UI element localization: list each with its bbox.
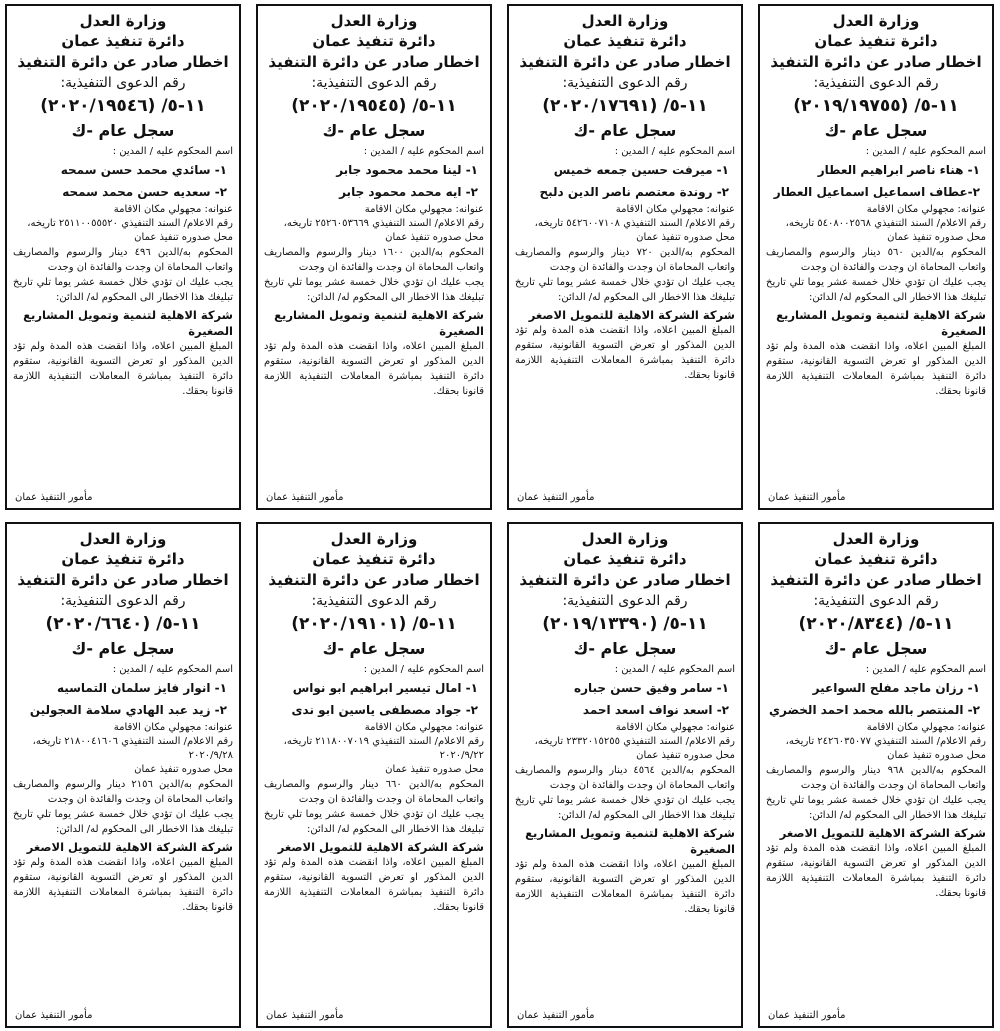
notices-grid (6, 4, 994, 1028)
document-line: رقم الاعلام/ السند التنفيذي ٢٤٢٦٠٣٥٠٧٧ تاريخه، (785, 736, 986, 747)
ministry-name: وزارة العدل (330, 530, 418, 548)
department-name: دائرة تنفيذ عمان (312, 32, 436, 50)
case-label: رقم الدعوى التنفيذية: (813, 75, 939, 91)
notice-title: اخطار صادر عن دائرة التنفيذ (268, 53, 480, 71)
notice-box (256, 4, 492, 510)
judgment-text: المحكوم به/الدين ٤٥٦٤ دينار والرسوم والمصاريف واتعاب المحاماة ان وجدت والفائدة ان وجدت (515, 765, 735, 791)
creditor-name: شركة الشركة الاهلية للتمويل الاصغر (26, 840, 233, 854)
ministry-name: وزارة العدل (832, 12, 920, 30)
register-label: سجل عام -ك (322, 121, 426, 140)
signature: مأمور التنفيذ عمان (768, 1010, 846, 1021)
issued-at-line: محل صدوره تنفيذ عمان (887, 232, 986, 243)
address-line: عنوانه: مجهولي مكان الاقامة (364, 204, 484, 215)
document-line: رقم الاعلام/ السند التنفيذي ٥٤٢٦٠٠٧١٠٨ تاريخه، (534, 218, 735, 229)
signature: مأمور التنفيذ عمان (517, 1010, 595, 1021)
case-label: رقم الدعوى التنفيذية: (813, 593, 939, 609)
closing-text: المبلغ المبين اعلاه، واذا انقضت هذه المدة ولم تؤد الدين المذكور او تعرض التسوية القانونية، ستقوم دائرة التنفيذ بمباشرة المعاملات التنفيذية اللازمة قانونا بحقك. (766, 843, 986, 899)
defendant-2: ٢-عطاف اسماعيل اسماعيل العطار (773, 185, 980, 199)
case-number: ١١-٥/ (٢٠٢٠/٦٦٤٠) (45, 614, 201, 634)
defendant-1: ١- سائدي محمد حسن سمحه (60, 163, 227, 177)
defendant-2: ٢- زيد عبد الهادي سلامة العجولين (29, 703, 227, 717)
document-line: رقم الاعلام/ السند التنفيذي ٢١١٨٠٠٧٠١٩ تاريخه، ٢٠٢٠/٩/٢٢ (283, 736, 484, 761)
closing-text: المبلغ المبين اعلاه، واذا انقضت هذه المدة ولم تؤد الدين المذكور او تعرض التسوية القانونية، ستقوم دائرة التنفيذ بمباشرة المعاملات التنفيذية اللازمة قانونا بحقك. (766, 341, 986, 397)
defendants-label: اسم المحكوم عليه / المدين : (865, 664, 986, 675)
notice-title: اخطار صادر عن دائرة التنفيذ (268, 571, 480, 589)
case-label: رقم الدعوى التنفيذية: (562, 593, 688, 609)
closing-text: المبلغ المبين اعلاه، واذا انقضت هذه المدة ولم تؤد الدين المذكور او تعرض التسوية القانونية، ستقوم دائرة التنفيذ بمباشرة المعاملات التنفيذية اللازمة قانونا بحقك. (13, 341, 233, 397)
notice-box (5, 4, 241, 510)
defendant-2: ٢- المنتصر بالله محمد احمد الخضري (769, 703, 980, 717)
notice-box (507, 4, 743, 510)
department-name: دائرة تنفيذ عمان (563, 32, 687, 50)
case-number: ١١-٥/ (٢٠١٩/١٣٣٩٠) (542, 614, 708, 634)
register-label: سجل عام -ك (573, 121, 677, 140)
notice-title: اخطار صادر عن دائرة التنفيذ (770, 53, 982, 71)
document-line: رقم الاعلام/ السند التنفيذي ٢٣٣٢٠١٥٢٥٥ تاريخه، (534, 736, 735, 747)
document-line: رقم الاعلام/ السند التنفيذي ٢١٨٠٠٤١٦٠٦ تاريخه، ٢٠٢٠/٩/٢٨ (32, 736, 233, 761)
issued-at-line: محل صدوره تنفيذ عمان (134, 764, 233, 775)
signature: مأمور التنفيذ عمان (768, 492, 846, 503)
creditor-name: شركة الاهلية لتنمية وتمويل المشاريع الصغيرة (23, 308, 233, 338)
creditor-name: شركة الاهلية لتنمية وتمويل المشاريع الصغيرة (776, 308, 986, 338)
signature: مأمور التنفيذ عمان (266, 492, 344, 503)
ministry-name: وزارة العدل (581, 12, 669, 30)
notice-box (5, 522, 241, 1028)
department-name: دائرة تنفيذ عمان (312, 550, 436, 568)
register-label: سجل عام -ك (573, 639, 677, 658)
judgment-text: المحكوم به/الدين ٥٦٠ دينار والرسوم والمصاريف واتعاب المحاماة ان وجدت والفائدة ان وجدت (766, 247, 986, 273)
address-line: عنوانه: مجهولي مكان الاقامة (615, 722, 735, 733)
notice-box (256, 522, 492, 1028)
document-line: رقم الاعلام/ السند التنفيذي ٥٤٠٨٠٠٢٥٦٨ تاريخه، (785, 218, 986, 229)
closing-text: المبلغ المبين اعلاه، واذا انقضت هذه المدة ولم تؤد الدين المذكور او تعرض التسوية القانونية، ستقوم دائرة التنفيذ بمباشرة المعاملات التنفيذية اللازمة قانونا بحقك. (264, 341, 484, 397)
register-label: سجل عام -ك (71, 639, 175, 658)
address-line: عنوانه: مجهولي مكان الاقامة (113, 722, 233, 733)
ministry-name: وزارة العدل (832, 530, 920, 548)
ministry-name: وزارة العدل (330, 12, 418, 30)
payment-notice: يجب عليك ان تؤدي خلال خمسة عشر يوما تلي تاريخ تبليغك هذا الاخطار الى المحكوم له/ الدائن: (13, 277, 233, 303)
notice-box (758, 522, 994, 1028)
department-name: دائرة تنفيذ عمان (61, 550, 185, 568)
register-label: سجل عام -ك (322, 639, 426, 658)
notice-title: اخطار صادر عن دائرة التنفيذ (519, 53, 731, 71)
document-line: رقم الاعلام/ السند التنفيذي ٢٥١١٠٠٥٥٥٢٠ تاريخه، (27, 218, 233, 229)
judgment-text: المحكوم به/الدين ٧٢٠ دينار والرسوم والمصاريف واتعاب المحاماة ان وجدت والفائدة ان وجدت (515, 247, 735, 273)
ministry-name: وزارة العدل (79, 12, 167, 30)
defendant-1: ١- سامر وفيق حسن جباره (574, 681, 729, 695)
defendant-1: ١- لينا محمد محمود جابر (336, 163, 478, 177)
case-number: ١١-٥/ (٢٠١٩/١٩٧٥٥) (793, 96, 959, 116)
closing-text: المبلغ المبين اعلاه، واذا انقضت هذه المدة ولم تؤد الدين المذكور او تعرض التسوية القانونية، ستقوم دائرة التنفيذ بمباشرة المعاملات التنفيذية اللازمة قانونا بحقك. (515, 859, 735, 915)
defendants-label: اسم المحكوم عليه / المدين : (112, 146, 233, 157)
defendants-label: اسم المحكوم عليه / المدين : (614, 664, 735, 675)
defendant-1: ١- امال تيسير ابراهيم ابو نواس (292, 681, 478, 695)
payment-notice: يجب عليك ان تؤدي خلال خمسة عشر يوما تلي تاريخ تبليغك هذا الاخطار الى المحكوم له/ الدائن: (264, 809, 484, 835)
defendants-label: اسم المحكوم عليه / المدين : (363, 146, 484, 157)
defendant-1: ١- رزان ماجد مفلح السواعير (812, 681, 980, 695)
issued-at-line: محل صدوره تنفيذ عمان (636, 750, 735, 761)
creditor-name: شركة الشركة الاهلية للتمويل الاصغر (528, 308, 735, 322)
issued-at-line: محل صدوره تنفيذ عمان (385, 764, 484, 775)
address-line: عنوانه: مجهولي مكان الاقامة (866, 722, 986, 733)
register-label: سجل عام -ك (824, 639, 928, 658)
defendant-2: ٢- سعديه حسن محمد سمحه (62, 185, 227, 199)
notice-box (507, 522, 743, 1028)
closing-text: المبلغ المبين اعلاه، واذا انقضت هذه المدة ولم تؤد الدين المذكور او تعرض التسوية القانونية، ستقوم دائرة التنفيذ بمباشرة المعاملات التنفيذية اللازمة قانونا بحقك. (515, 325, 735, 381)
address-line: عنوانه: مجهولي مكان الاقامة (615, 204, 735, 215)
defendant-1: ١- انوار فايز سلمان التماسيه (56, 681, 227, 695)
issued-at-line: محل صدوره تنفيذ عمان (134, 232, 233, 243)
signature: مأمور التنفيذ عمان (517, 492, 595, 503)
notice-box (758, 4, 994, 510)
notice-title: اخطار صادر عن دائرة التنفيذ (17, 571, 229, 589)
case-number: ١١-٥/ (٢٠٢٠/١٩١٠١) (291, 614, 457, 634)
case-number: ١١-٥/ (٢٠٢٠/١٩٥٤٦) (40, 96, 206, 116)
register-label: سجل عام -ك (824, 121, 928, 140)
register-label: سجل عام -ك (71, 121, 175, 140)
creditor-name: شركة الشركة الاهلية للتمويل الاصغر (779, 826, 986, 840)
defendant-1: ١- ميرفت حسين جمعه خميس (553, 163, 729, 177)
payment-notice: يجب عليك ان تؤدي خلال خمسة عشر يوما تلي تاريخ تبليغك هذا الاخطار الى المحكوم له/ الدائن: (264, 277, 484, 303)
department-name: دائرة تنفيذ عمان (563, 550, 687, 568)
defendants-label: اسم المحكوم عليه / المدين : (614, 146, 735, 157)
ministry-name: وزارة العدل (79, 530, 167, 548)
case-label: رقم الدعوى التنفيذية: (311, 75, 437, 91)
address-line: عنوانه: مجهولي مكان الاقامة (113, 204, 233, 215)
judgment-text: المحكوم به/الدين ١٦٠٠ دينار والرسوم والمصاريف واتعاب المحاماة ان وجدت والفائدة ان وجدت (264, 247, 484, 273)
closing-text: المبلغ المبين اعلاه، واذا انقضت هذه المدة ولم تؤد الدين المذكور او تعرض التسوية القانونية، ستقوم دائرة التنفيذ بمباشرة المعاملات التنفيذية اللازمة قانونا بحقك. (264, 857, 484, 913)
payment-notice: يجب عليك ان تؤدي خلال خمسة عشر يوما تلي تاريخ تبليغك هذا الاخطار الى المحكوم له/ الدائن: (13, 809, 233, 835)
notice-title: اخطار صادر عن دائرة التنفيذ (770, 571, 982, 589)
payment-notice: يجب عليك ان تؤدي خلال خمسة عشر يوما تلي تاريخ تبليغك هذا الاخطار الى المحكوم له/ الدائن: (515, 277, 735, 303)
issued-at-line: محل صدوره تنفيذ عمان (887, 750, 986, 761)
defendant-2: ٢- جواد مصطفى ياسين ابو ندى (291, 703, 478, 717)
defendants-label: اسم المحكوم عليه / المدين : (112, 664, 233, 675)
address-line: عنوانه: مجهولي مكان الاقامة (364, 722, 484, 733)
payment-notice: يجب عليك ان تؤدي خلال خمسة عشر يوما تلي تاريخ تبليغك هذا الاخطار الى المحكوم له/ الدائن: (766, 277, 986, 303)
creditor-name: شركة الشركة الاهلية للتمويل الاصغر (277, 840, 484, 854)
department-name: دائرة تنفيذ عمان (814, 32, 938, 50)
defendant-2: ٢- ايه محمد محمود جابر (339, 185, 478, 199)
case-label: رقم الدعوى التنفيذية: (562, 75, 688, 91)
payment-notice: يجب عليك ان تؤدي خلال خمسة عشر يوما تلي تاريخ تبليغك هذا الاخطار الى المحكوم له/ الدائن: (515, 795, 735, 821)
signature: مأمور التنفيذ عمان (15, 1010, 93, 1021)
notice-title: اخطار صادر عن دائرة التنفيذ (519, 571, 731, 589)
case-label: رقم الدعوى التنفيذية: (60, 75, 186, 91)
document-line: رقم الاعلام/ السند التنفيذي ٢٥٢٦٠٥٣٦٦٩ تاريخه، (283, 218, 484, 229)
issued-at-line: محل صدوره تنفيذ عمان (636, 232, 735, 243)
address-line: عنوانه: مجهولي مكان الاقامة (866, 204, 986, 215)
judgment-text: المحكوم به/الدين ٤٩٦ دينار والرسوم والمصاريف واتعاب المحاماة ان وجدت والفائدة ان وجدت (13, 247, 233, 273)
case-number: ١١-٥/ (٢٠٢٠/٨٣٤٤) (798, 614, 954, 634)
defendant-2: ٢- اسعد نواف اسعد احمد (582, 703, 729, 717)
department-name: دائرة تنفيذ عمان (814, 550, 938, 568)
defendants-label: اسم المحكوم عليه / المدين : (363, 664, 484, 675)
issued-at-line: محل صدوره تنفيذ عمان (385, 232, 484, 243)
defendant-2: ٢- روندة معتصم ناصر الدين دلبح (539, 185, 729, 199)
judgment-text: المحكوم به/الدين ٦٦٠ دينار والرسوم والمصاريف واتعاب المحاماة ان وجدت والفائدة ان وجدت (264, 779, 484, 805)
signature: مأمور التنفيذ عمان (266, 1010, 344, 1021)
ministry-name: وزارة العدل (581, 530, 669, 548)
defendant-1: ١- هناء ناصر ابراهيم العطار (817, 163, 980, 177)
defendants-label: اسم المحكوم عليه / المدين : (865, 146, 986, 157)
creditor-name: شركة الاهلية لتنمية وتمويل المشاريع الصغيرة (525, 826, 735, 856)
closing-text: المبلغ المبين اعلاه، واذا انقضت هذه المدة ولم تؤد الدين المذكور او تعرض التسوية القانونية، ستقوم دائرة التنفيذ بمباشرة المعاملات التنفيذية اللازمة قانونا بحقك. (13, 857, 233, 913)
department-name: دائرة تنفيذ عمان (61, 32, 185, 50)
case-number: ١١-٥/ (٢٠٢٠/١٩٥٤٥) (291, 96, 457, 116)
case-label: رقم الدعوى التنفيذية: (311, 593, 437, 609)
judgment-text: المحكوم به/الدين ٩٦٨ دينار والرسوم والمصاريف واتعاب المحاماة ان وجدت والفائدة ان وجدت (766, 765, 986, 791)
judgment-text: المحكوم به/الدين ٢١٥٦ دينار والرسوم والمصاريف واتعاب المحاماة ان وجدت والفائدة ان وجدت (13, 779, 233, 805)
payment-notice: يجب عليك ان تؤدي خلال خمسة عشر يوما تلي تاريخ تبليغك هذا الاخطار الى المحكوم له/ الدائن: (766, 795, 986, 821)
case-label: رقم الدعوى التنفيذية: (60, 593, 186, 609)
case-number: ١١-٥/ (٢٠٢٠/١٧٦٩١) (542, 96, 708, 116)
notice-title: اخطار صادر عن دائرة التنفيذ (17, 53, 229, 71)
signature: مأمور التنفيذ عمان (15, 492, 93, 503)
creditor-name: شركة الاهلية لتنمية وتمويل المشاريع الصغيرة (274, 308, 484, 338)
